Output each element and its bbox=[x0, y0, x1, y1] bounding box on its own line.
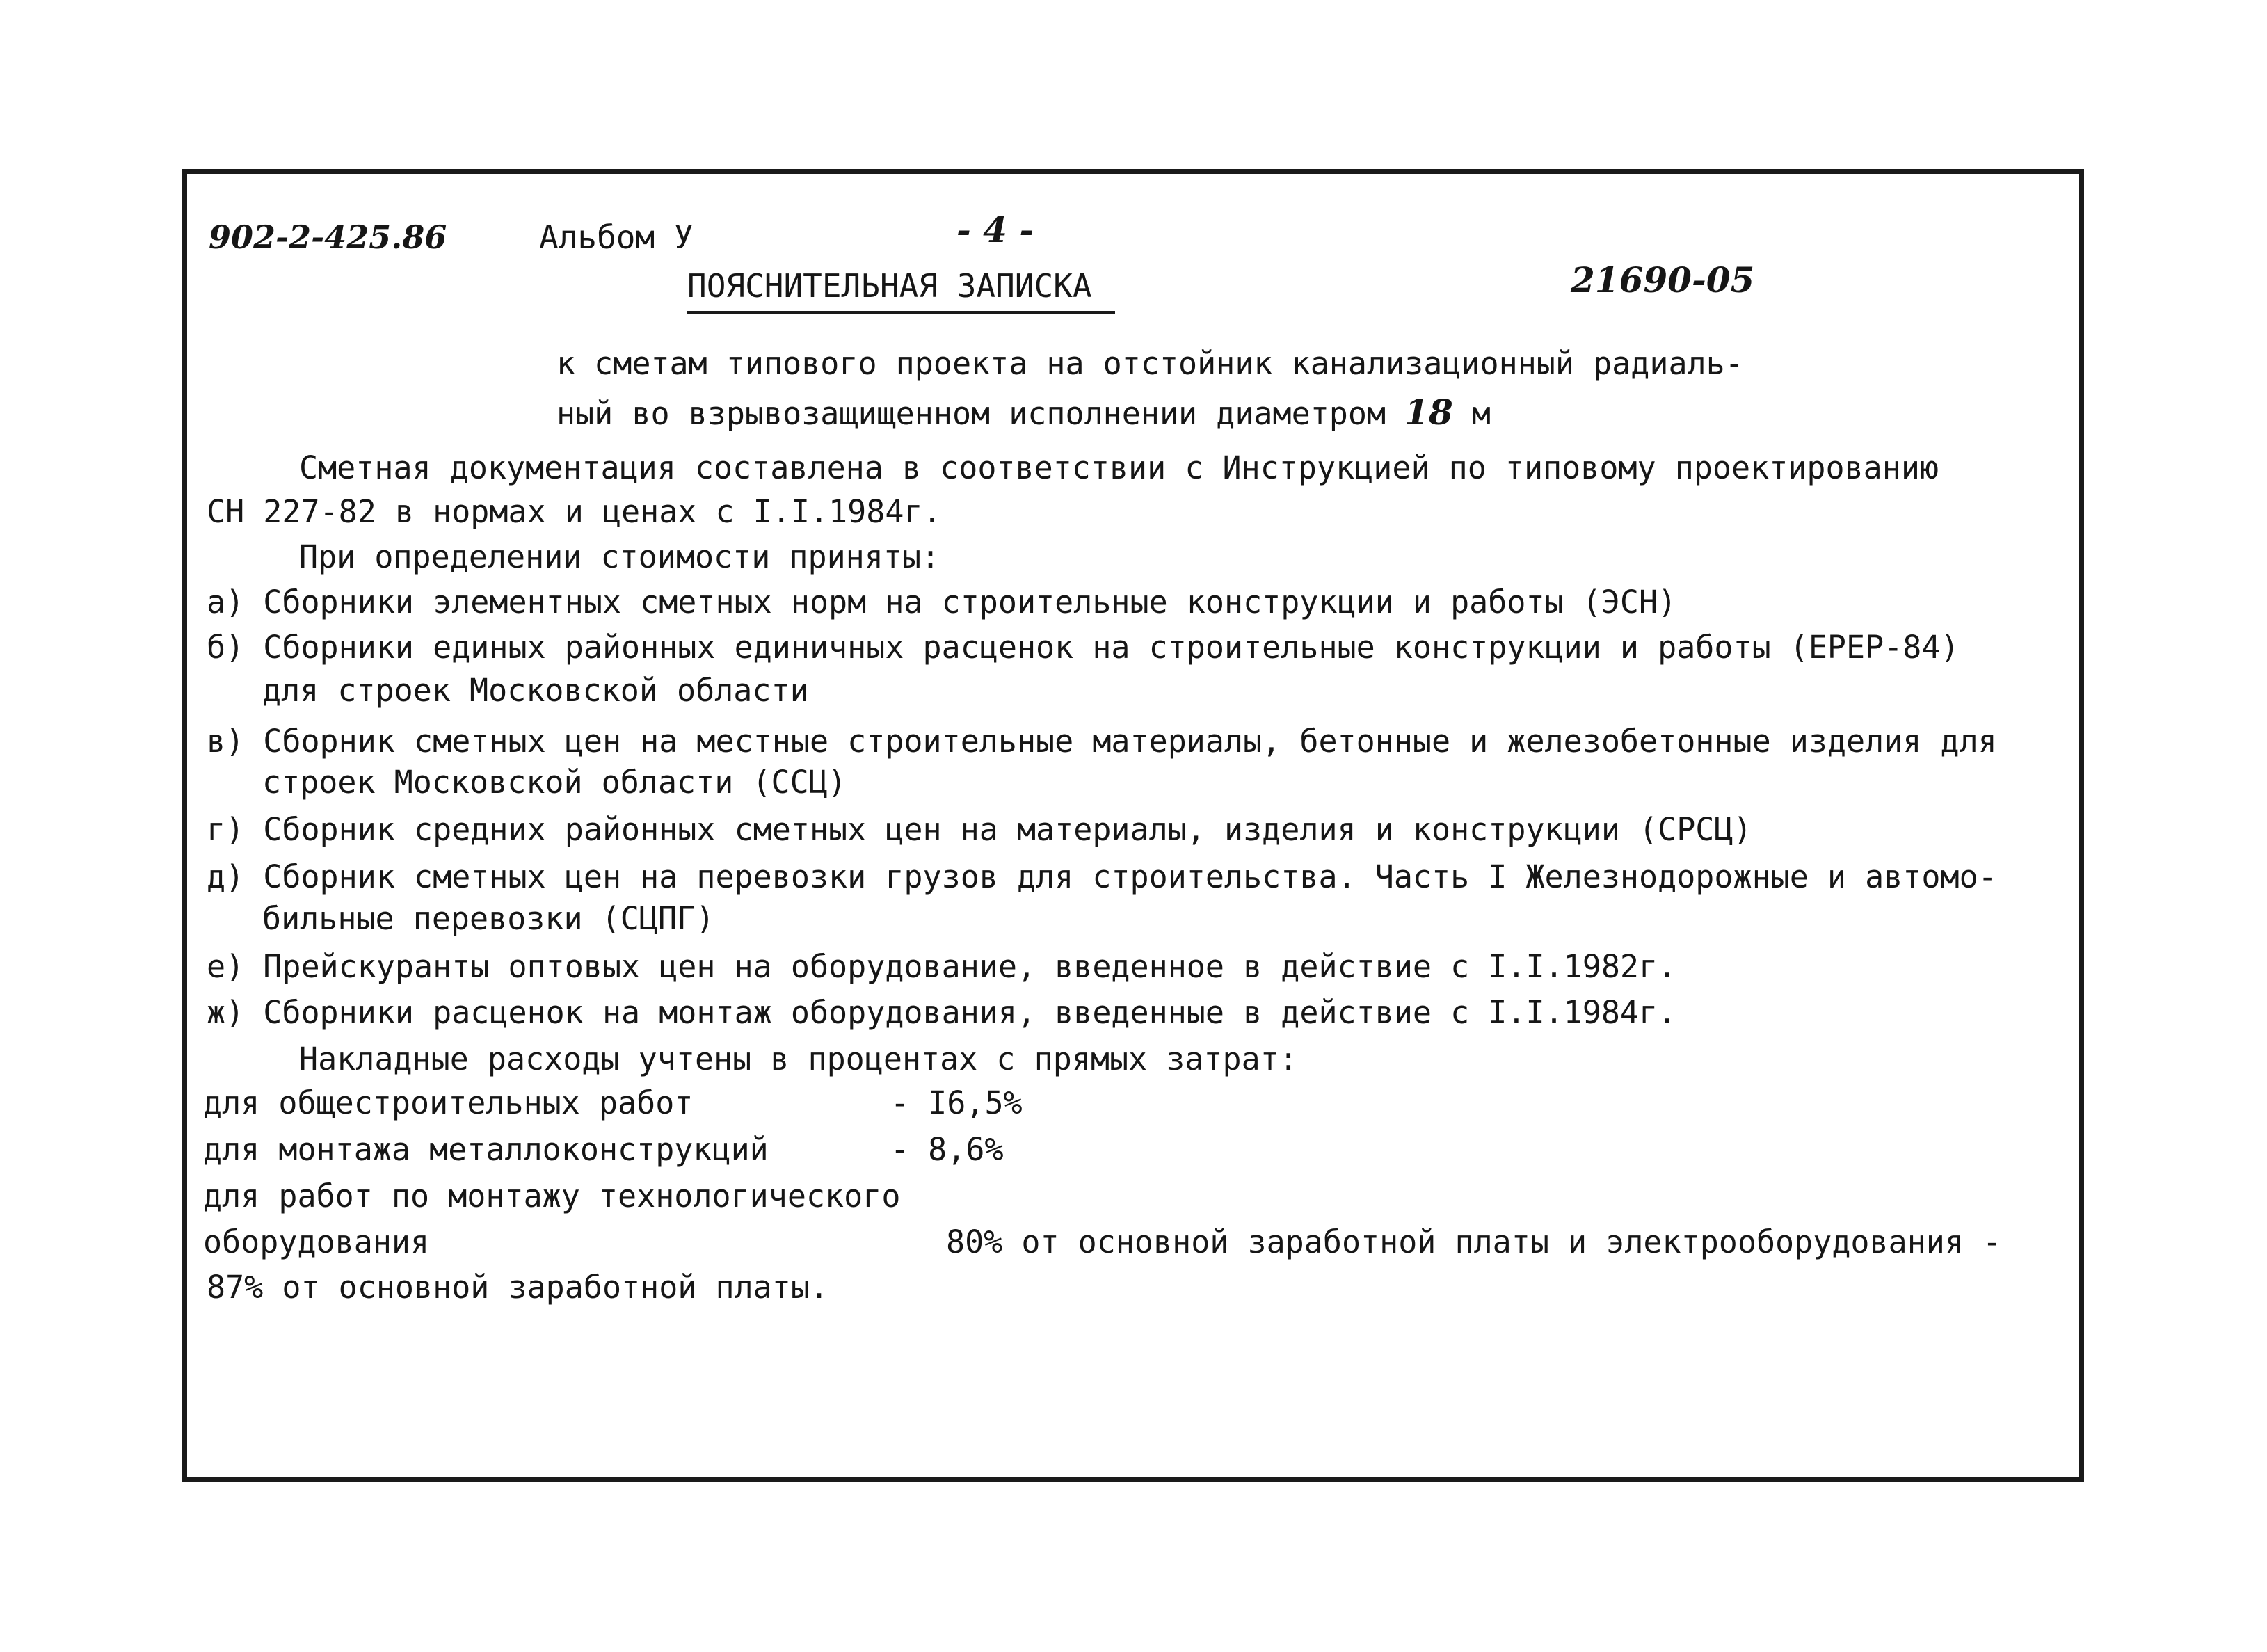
page-number: - 4 - bbox=[956, 209, 1034, 250]
album-label: Альбом У bbox=[539, 218, 694, 256]
subtitle-line-1: к сметам типового проекта на отстойник канализационный радиаль- bbox=[556, 345, 1744, 382]
overhead-tech-value-cont: 87% от основной заработной платы. bbox=[207, 1269, 829, 1306]
list-item-v-cont: строек Московской области (ССЦ) bbox=[262, 764, 847, 801]
list-item-b: б) Сборники единых районных единичных расценок на строительные конструкции и работы (ЕРЕР-84) bbox=[207, 629, 1960, 666]
list-item-d: д) Сборник сметных цен на перевозки грузов для строительства. Часть I Железнодорожные и автомо- bbox=[207, 858, 1997, 895]
list-item-e: е) Прейскуранты оптовых цен на оборудование, введенное в действие с I.I.1982г. bbox=[207, 948, 1677, 985]
overhead-general-value: - I6,5% bbox=[890, 1084, 1023, 1121]
subtitle-line-2-text: ный во взрывозащищенном исполнении диаметром bbox=[556, 395, 1386, 432]
list-item-d-cont: бильные перевозки (СЦПГ) bbox=[262, 900, 715, 937]
list-item-zh: ж) Сборники расценок на монтаж оборудования, введенные в действие с I.I.1984г. bbox=[207, 994, 1677, 1031]
diameter-value: 18 bbox=[1404, 392, 1453, 433]
page-title: ПОЯСНИТЕЛЬНАЯ ЗАПИСКА bbox=[687, 267, 1092, 305]
overhead-metal-label: для монтажа металлоконструкций bbox=[203, 1131, 769, 1168]
list-item-a: а) Сборники элементных сметных норм на строительные конструкции и работы (ЭСН) bbox=[207, 584, 1677, 620]
doc-code: 902-2-425.86 bbox=[209, 218, 447, 256]
overhead-general-label: для общестроительных работ bbox=[203, 1084, 694, 1121]
diameter-unit: м bbox=[1471, 395, 1491, 432]
list-item-b-cont: для строек Московской области bbox=[262, 672, 809, 709]
overhead-metal-value: - 8,6% bbox=[890, 1131, 1004, 1168]
overhead-tech-label-1: для работ по монтажу технологического bbox=[203, 1178, 901, 1214]
intro-line-3: При определении стоимости приняты: bbox=[299, 538, 940, 575]
title-underline bbox=[687, 311, 1115, 314]
inventory-number: 21690-05 bbox=[1571, 259, 1755, 300]
intro-line-2: СН 227-82 в нормах и ценах с I.I.1984г. bbox=[207, 493, 942, 530]
list-item-v: в) Сборник сметных цен на местные строительные материалы, бетонные и железобетонные изделия для bbox=[207, 723, 1997, 760]
subtitle-line-2 bbox=[556, 392, 1491, 433]
intro-line-1: Сметная документация составлена в соответствии с Инструкцией по типовому проектированию bbox=[299, 449, 1939, 486]
overhead-tech-label-2: оборудования bbox=[203, 1224, 430, 1260]
overhead-tech-value: 80% от основной заработной платы и электрооборудования - bbox=[946, 1224, 2002, 1260]
overhead-heading: Накладные расходы учтены в процентах с прямых затрат: bbox=[299, 1041, 1298, 1077]
list-item-g: г) Сборник средних районных сметных цен на материалы, изделия и конструкции (СРСЦ) bbox=[207, 811, 1752, 848]
